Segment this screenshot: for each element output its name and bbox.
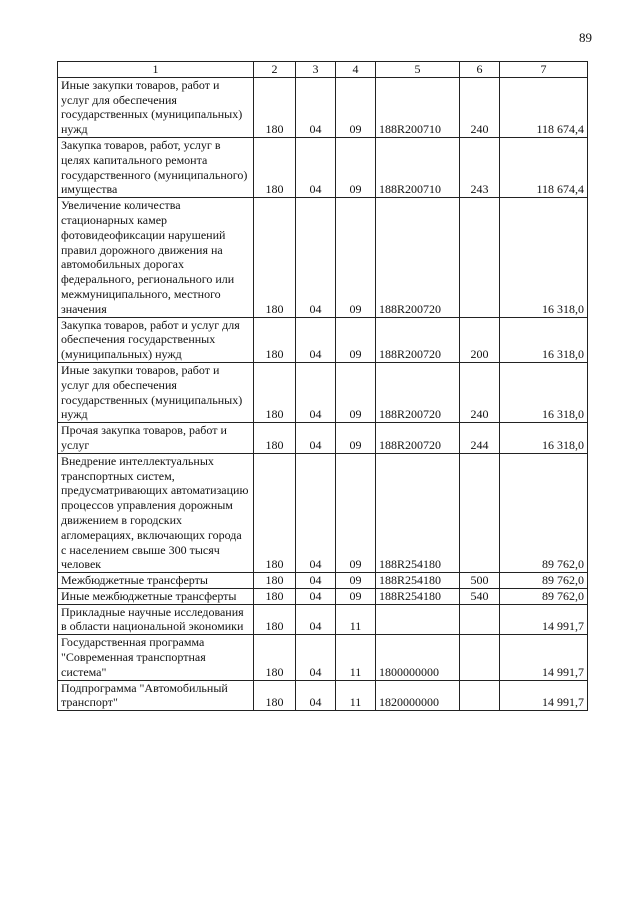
row-vr: [460, 453, 500, 572]
table-row: [58, 635, 588, 680]
table-row: [58, 588, 588, 604]
row-rz: 04: [296, 453, 336, 572]
table-row: [58, 362, 588, 422]
row-name: Прикладные научные исследования в области национальной экономики: [58, 604, 254, 635]
row-csr: 188R200710: [376, 77, 460, 137]
row-sum: 118 674,4: [500, 77, 588, 137]
row-pr: 11: [336, 604, 376, 635]
table-row: [58, 137, 588, 197]
row-gr: 180: [254, 198, 296, 317]
row-pr: 09: [336, 362, 376, 422]
row-gr: 180: [254, 680, 296, 711]
row-csr: 188R200720: [376, 198, 460, 317]
row-csr: 188R254180: [376, 573, 460, 589]
row-name: Закупка товаров, работ и услуг для обеспечения государственных (муниципальных) нужд: [58, 317, 254, 362]
table-row: [58, 317, 588, 362]
table-row: [58, 604, 588, 635]
row-csr: 188R200720: [376, 317, 460, 362]
row-gr: 180: [254, 423, 296, 454]
row-pr: 09: [336, 423, 376, 454]
row-csr: 188R254180: [376, 453, 460, 572]
row-vr: 540: [460, 588, 500, 604]
row-sum: 89 762,0: [500, 453, 588, 572]
header-col-2: 2: [254, 62, 296, 78]
header-col-5: 5: [376, 62, 460, 78]
row-gr: 180: [254, 453, 296, 572]
header-col-7: 7: [500, 62, 588, 78]
row-vr: 243: [460, 137, 500, 197]
row-vr: [460, 635, 500, 680]
row-rz: 04: [296, 362, 336, 422]
row-sum: 14 991,7: [500, 604, 588, 635]
row-vr: 244: [460, 423, 500, 454]
row-vr: [460, 198, 500, 317]
header-col-3: 3: [296, 62, 336, 78]
row-rz: 04: [296, 680, 336, 711]
row-rz: 04: [296, 588, 336, 604]
row-pr: 09: [336, 77, 376, 137]
row-gr: 180: [254, 573, 296, 589]
row-pr: 09: [336, 573, 376, 589]
row-vr: 200: [460, 317, 500, 362]
row-name: Иные закупки товаров, работ и услуг для обеспечения государственных (муниципальных) нужд: [58, 77, 254, 137]
row-csr: [376, 604, 460, 635]
row-rz: 04: [296, 573, 336, 589]
row-pr: 11: [336, 635, 376, 680]
row-name: Внедрение интеллектуальных транспортных систем, предусматривающих автоматизацию процессов управления дорожным движением в городских агломерациях, включающих города с населением свыше 300 тысяч человек: [58, 453, 254, 572]
row-vr: [460, 680, 500, 711]
row-sum: 14 991,7: [500, 635, 588, 680]
table-row: [58, 77, 588, 137]
row-pr: 09: [336, 137, 376, 197]
row-pr: 09: [336, 198, 376, 317]
row-rz: 04: [296, 137, 336, 197]
header-col-6: 6: [460, 62, 500, 78]
table-row: [58, 573, 588, 589]
row-sum: 14 991,7: [500, 680, 588, 711]
table-row: [58, 453, 588, 572]
row-sum: 16 318,0: [500, 317, 588, 362]
row-pr: 09: [336, 588, 376, 604]
row-gr: 180: [254, 588, 296, 604]
row-sum: 16 318,0: [500, 362, 588, 422]
row-name: Увеличение количества стационарных камер фотовидеофиксации нарушений правил дорожного движения на автомобильных дорогах федерального, регионального или межмуниципального, местного значения: [58, 198, 254, 317]
row-vr: 500: [460, 573, 500, 589]
row-name: Иные межбюджетные трансферты: [58, 588, 254, 604]
table-header-row: [58, 62, 588, 78]
table-row: [58, 198, 588, 317]
table-row: [58, 423, 588, 454]
row-rz: 04: [296, 317, 336, 362]
row-csr: 188R254180: [376, 588, 460, 604]
row-gr: 180: [254, 137, 296, 197]
header-col-1: 1: [58, 62, 254, 78]
header-col-4: 4: [336, 62, 376, 78]
row-name: Межбюджетные трансферты: [58, 573, 254, 589]
row-name: Закупка товаров, работ, услуг в целях капитального ремонта государственного (муниципального) имущества: [58, 137, 254, 197]
row-name: Подпрограмма "Автомобильный транспорт": [58, 680, 254, 711]
row-name: Прочая закупка товаров, работ и услуг: [58, 423, 254, 454]
row-name: Иные закупки товаров, работ и услуг для обеспечения государственных (муниципальных) нужд: [58, 362, 254, 422]
row-csr: 188R200710: [376, 137, 460, 197]
row-sum: 16 318,0: [500, 198, 588, 317]
row-pr: 09: [336, 317, 376, 362]
row-rz: 04: [296, 635, 336, 680]
row-gr: 180: [254, 362, 296, 422]
row-csr: 188R200720: [376, 362, 460, 422]
row-vr: 240: [460, 362, 500, 422]
page-number: 89: [579, 30, 592, 45]
row-csr: 1820000000: [376, 680, 460, 711]
row-csr: 1800000000: [376, 635, 460, 680]
row-csr: 188R200720: [376, 423, 460, 454]
row-sum: 118 674,4: [500, 137, 588, 197]
row-vr: 240: [460, 77, 500, 137]
row-rz: 04: [296, 604, 336, 635]
row-name: Государственная программа "Современная транспортная система": [58, 635, 254, 680]
row-pr: 11: [336, 680, 376, 711]
row-gr: 180: [254, 77, 296, 137]
row-gr: 180: [254, 635, 296, 680]
row-vr: [460, 604, 500, 635]
row-sum: 89 762,0: [500, 588, 588, 604]
row-rz: 04: [296, 423, 336, 454]
table-row: [58, 680, 588, 711]
row-sum: 16 318,0: [500, 423, 588, 454]
row-sum: 89 762,0: [500, 573, 588, 589]
row-gr: 180: [254, 317, 296, 362]
row-gr: 180: [254, 604, 296, 635]
row-pr: 09: [336, 453, 376, 572]
budget-table: [57, 61, 588, 711]
row-rz: 04: [296, 77, 336, 137]
row-rz: 04: [296, 198, 336, 317]
